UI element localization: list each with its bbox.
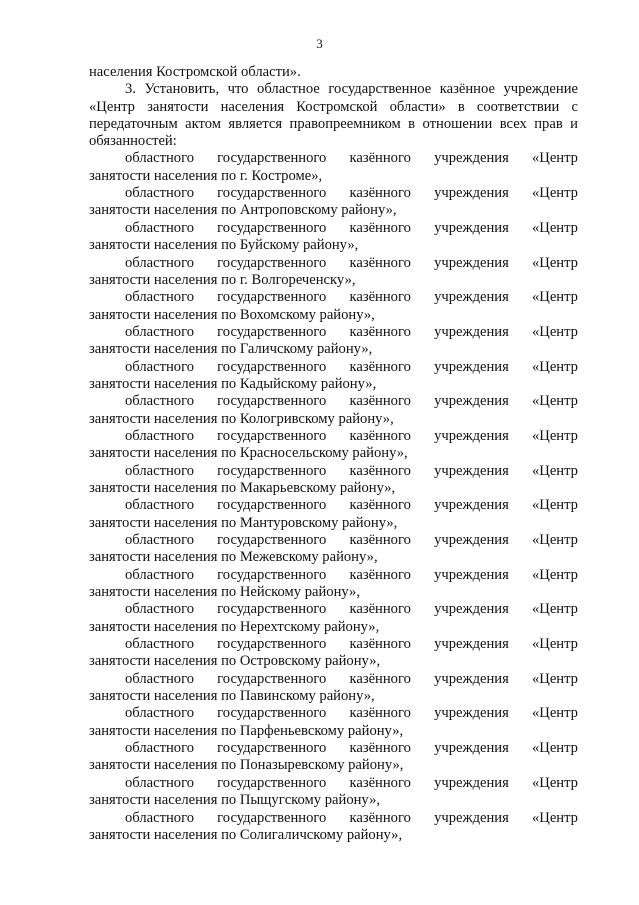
- entry-word: «Центр: [531, 254, 578, 271]
- entry-first-line: [89, 497, 578, 514]
- entry-word: учреждения: [434, 427, 509, 444]
- entry-word: государственного: [217, 254, 327, 271]
- entry-word: учреждения: [434, 358, 509, 375]
- entry-first-line: [89, 636, 578, 653]
- entry-second-line: занятости населения по Мантуровскому району»,: [89, 514, 398, 531]
- institution-list: [89, 150, 578, 844]
- entry-word: «Центр: [531, 358, 578, 375]
- list-item: [89, 150, 578, 185]
- entry-word: казённого: [349, 219, 411, 236]
- entry-word: государственного: [217, 358, 327, 375]
- entry-second-line: занятости населения по Макарьевскому району»,: [89, 479, 396, 496]
- list-item: [89, 324, 578, 359]
- entry-word: областного: [125, 774, 194, 791]
- entry-word: областного: [125, 427, 194, 444]
- entry-first-line: [89, 255, 578, 272]
- list-item: [89, 775, 578, 810]
- entry-word: «Центр: [531, 462, 578, 479]
- entry-word: казённого: [349, 323, 411, 340]
- list-item: [89, 497, 578, 532]
- list-item: [89, 393, 578, 428]
- entry-first-line: [89, 185, 578, 202]
- intro-line-5: обязанностей:: [89, 133, 177, 150]
- entry-word: «Центр: [531, 185, 578, 202]
- entry-second-line: занятости населения по Красносельскому району»,: [89, 445, 408, 462]
- entry-word: казённого: [349, 289, 411, 306]
- entry-word: учреждения: [434, 185, 509, 202]
- list-item: [89, 289, 578, 324]
- entry-second-line: занятости населения по Галичскому району»,: [89, 341, 373, 358]
- entry-first-line: [89, 393, 578, 410]
- entry-word: «Центр: [531, 323, 578, 340]
- entry-second-line: занятости населения по Антроповскому району»,: [89, 202, 397, 219]
- entry-second-line: занятости населения по Кологривскому району»,: [89, 410, 394, 427]
- entry-word: областного: [125, 670, 194, 687]
- entry-second-line: занятости населения по Нерехтскому району»,: [89, 618, 380, 635]
- entry-word: государственного: [217, 566, 327, 583]
- entry-word: казённого: [349, 254, 411, 271]
- list-item: [89, 740, 578, 775]
- entry-word: «Центр: [531, 393, 578, 410]
- entry-word: областного: [125, 462, 194, 479]
- entry-word: «Центр: [531, 532, 578, 549]
- entry-first-line: [89, 324, 578, 341]
- entry-word: «Центр: [531, 636, 578, 653]
- entry-first-line: [89, 532, 578, 549]
- entry-first-line: [89, 671, 578, 688]
- entry-word: государственного: [217, 774, 327, 791]
- entry-word: областного: [125, 219, 194, 236]
- entry-word: казённого: [349, 185, 411, 202]
- entry-word: казённого: [349, 427, 411, 444]
- intro-line-1: населения Костромской области».: [89, 64, 301, 80]
- entry-word: государственного: [217, 740, 327, 757]
- entry-word: областного: [125, 185, 194, 202]
- entry-word: областного: [125, 636, 194, 653]
- entry-second-line: занятости населения по Вохомскому району»,: [89, 306, 375, 323]
- entry-word: «Центр: [531, 150, 578, 167]
- entry-first-line: [89, 463, 578, 480]
- entry-first-line: [89, 359, 578, 376]
- entry-second-line: занятости населения по Солигаличскому району»,: [89, 826, 403, 843]
- entry-word: областного: [125, 601, 194, 618]
- entry-word: учреждения: [434, 809, 509, 826]
- entry-word: казённого: [349, 601, 411, 618]
- entry-word: учреждения: [434, 462, 509, 479]
- entry-word: учреждения: [434, 740, 509, 757]
- entry-first-line: [89, 810, 578, 827]
- entry-first-line: [89, 220, 578, 237]
- entry-word: «Центр: [531, 705, 578, 722]
- entry-word: государственного: [217, 289, 327, 306]
- list-item: [89, 428, 578, 463]
- entry-word: учреждения: [434, 393, 509, 410]
- intro-line-4: передаточным актом является правопреемником в отношении всех прав и: [89, 115, 578, 132]
- entry-word: учреждения: [434, 670, 509, 687]
- entry-word: учреждения: [434, 532, 509, 549]
- list-item: [89, 359, 578, 394]
- entry-second-line: занятости населения по Пыщугскому району»,: [89, 792, 381, 809]
- entry-word: «Центр: [531, 497, 578, 514]
- entry-word: учреждения: [434, 705, 509, 722]
- entry-first-line: [89, 705, 578, 722]
- entry-word: учреждения: [434, 219, 509, 236]
- entry-word: «Центр: [531, 670, 578, 687]
- entry-word: казённого: [349, 809, 411, 826]
- entry-first-line: [89, 289, 578, 306]
- list-item: [89, 601, 578, 636]
- entry-word: государственного: [217, 219, 327, 236]
- entry-word: государственного: [217, 497, 327, 514]
- entry-word: учреждения: [434, 566, 509, 583]
- list-item: [89, 463, 578, 498]
- entry-first-line: [89, 428, 578, 445]
- entry-word: областного: [125, 532, 194, 549]
- entry-first-line: [89, 150, 578, 167]
- entry-word: областного: [125, 566, 194, 583]
- entry-word: областного: [125, 393, 194, 410]
- entry-second-line: занятости населения по Нейскому району»,: [89, 584, 360, 601]
- entry-word: областного: [125, 497, 194, 514]
- entry-word: учреждения: [434, 289, 509, 306]
- entry-second-line: занятости населения по Буйскому району»,: [89, 237, 359, 254]
- entry-word: государственного: [217, 150, 327, 167]
- entry-word: государственного: [217, 185, 327, 202]
- entry-word: казённого: [349, 705, 411, 722]
- entry-second-line: занятости населения по Парфеньевскому району»,: [89, 722, 404, 739]
- list-item: [89, 705, 578, 740]
- entry-word: казённого: [349, 497, 411, 514]
- entry-word: областного: [125, 809, 194, 826]
- entry-word: государственного: [217, 427, 327, 444]
- entry-word: «Центр: [531, 809, 578, 826]
- entry-word: учреждения: [434, 497, 509, 514]
- entry-word: казённого: [349, 150, 411, 167]
- entry-word: областного: [125, 150, 194, 167]
- entry-first-line: [89, 775, 578, 792]
- entry-word: учреждения: [434, 601, 509, 618]
- entry-second-line: занятости населения по Павинскому району»,: [89, 688, 375, 705]
- entry-word: учреждения: [434, 636, 509, 653]
- entry-word: государственного: [217, 323, 327, 340]
- entry-word: государственного: [217, 809, 327, 826]
- entry-word: государственного: [217, 393, 327, 410]
- entry-word: казённого: [349, 740, 411, 757]
- entry-word: казённого: [349, 636, 411, 653]
- entry-word: «Центр: [531, 740, 578, 757]
- page-number: 3: [316, 36, 323, 51]
- entry-second-line: занятости населения по г. Костроме»,: [89, 167, 323, 184]
- list-item: [89, 810, 578, 845]
- entry-word: «Центр: [531, 427, 578, 444]
- entry-word: государственного: [217, 532, 327, 549]
- entry-word: казённого: [349, 532, 411, 549]
- entry-word: областного: [125, 323, 194, 340]
- entry-word: областного: [125, 740, 194, 757]
- entry-word: казённого: [349, 774, 411, 791]
- entry-word: областного: [125, 705, 194, 722]
- entry-word: казённого: [349, 462, 411, 479]
- entry-word: «Центр: [531, 774, 578, 791]
- entry-first-line: [89, 567, 578, 584]
- entry-second-line: занятости населения по Кадыйскому району»,: [89, 375, 377, 392]
- entry-word: областного: [125, 254, 194, 271]
- entry-word: казённого: [349, 393, 411, 410]
- list-item: [89, 185, 578, 220]
- entry-word: государственного: [217, 670, 327, 687]
- entry-second-line: занятости населения по Поназыревскому району»,: [89, 757, 404, 774]
- list-item: [89, 636, 578, 671]
- entry-word: учреждения: [434, 254, 509, 271]
- entry-word: учреждения: [434, 774, 509, 791]
- entry-word: «Центр: [531, 219, 578, 236]
- entry-word: государственного: [217, 601, 327, 618]
- entry-word: государственного: [217, 636, 327, 653]
- list-item: [89, 255, 578, 290]
- intro-line-3: «Центр занятости населения Костромской области» в соответствии с: [89, 98, 578, 115]
- entry-word: государственного: [217, 462, 327, 479]
- list-item: [89, 532, 578, 567]
- entry-word: областного: [125, 358, 194, 375]
- entry-word: казённого: [349, 566, 411, 583]
- entry-word: «Центр: [531, 289, 578, 306]
- entry-word: областного: [125, 289, 194, 306]
- entry-word: казённого: [349, 358, 411, 375]
- list-item: [89, 220, 578, 255]
- entry-first-line: [89, 740, 578, 757]
- entry-second-line: занятости населения по Межевскому району»,: [89, 549, 378, 566]
- body-text: [89, 64, 578, 844]
- entry-word: казённого: [349, 670, 411, 687]
- entry-word: учреждения: [434, 323, 509, 340]
- list-item: [89, 567, 578, 602]
- intro-line-2: 3. Установить, что областное государственное казённое учреждение: [125, 81, 578, 98]
- entry-first-line: [89, 601, 578, 618]
- entry-second-line: занятости населения по Островскому району»,: [89, 653, 381, 670]
- entry-word: государственного: [217, 705, 327, 722]
- entry-word: учреждения: [434, 150, 509, 167]
- entry-word: «Центр: [531, 566, 578, 583]
- entry-word: «Центр: [531, 601, 578, 618]
- list-item: [89, 671, 578, 706]
- entry-second-line: занятости населения по г. Волгореченску»,: [89, 271, 356, 288]
